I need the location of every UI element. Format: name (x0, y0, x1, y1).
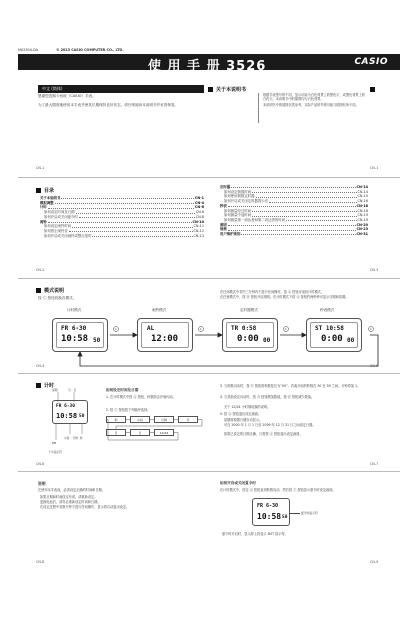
timekeeping-step-4: 4. 当其他设定闪动时，按 Ⓓ 按钮增加数值，按 Ⓑ 按钮减少数值。 (220, 395, 315, 399)
toc-entry-label: 如何测量经过时间 (224, 208, 252, 213)
watch-top-row: AL (147, 325, 155, 332)
toc-leader-dots (252, 213, 356, 216)
timekeeping-title-text: 计时 (44, 383, 55, 389)
page-divider (18, 373, 400, 374)
page-number: CN-6 (36, 462, 45, 466)
dst-title: 如何开启或关闭夏令时 (220, 481, 256, 485)
sequence-step: 分钟 (154, 416, 174, 423)
modes-right-bullet-1: 在任何模式中若约三分钟内不进行任何操作，按 Ⓐ 按钮可返回计时模式。 (220, 290, 325, 294)
page-number: CN-1 (370, 166, 379, 170)
about-title-text: 关于本说明书 (216, 87, 247, 93)
label-pm: PM (52, 441, 57, 445)
watch-top-row: TR 0:58 (231, 325, 257, 332)
toc-entry[interactable] (220, 232, 368, 237)
toc-entry-page: CN-1 (194, 196, 204, 200)
toc-entry-label: 如何开启或关闭闹铃或整点报时 (44, 233, 92, 238)
button-c-label: C (284, 327, 287, 331)
manual-title: 使 用 手 册 3526 (148, 59, 267, 74)
watch-seconds: 00 (263, 337, 271, 344)
about-title (214, 86, 246, 93)
toc-leader-dots (76, 210, 195, 213)
toc-entry-label: 规格 (220, 227, 227, 232)
section-marker-icon (208, 87, 213, 92)
dst-indicator-line (290, 513, 300, 514)
toc-leader-dots (48, 205, 194, 208)
watch-top-row: FR 6-30 (61, 325, 87, 332)
label-seconds: 秒 (80, 436, 83, 440)
toc-entry-page: CN-18 (357, 208, 368, 213)
modes-title (36, 287, 64, 294)
toc-leader-dots (228, 227, 356, 230)
page-number: CN-4 (36, 364, 45, 368)
toc-entry-page: CN-19 (357, 217, 368, 222)
page-number: CN-9 (370, 560, 379, 564)
toc-entry-label: 照明 (220, 222, 227, 227)
section-marker-right-icon (370, 87, 375, 92)
sequence-step: 秒 (106, 416, 126, 423)
copyright: © 2023 CASIO COMPUTER CO., LTD. (56, 48, 124, 52)
intro-line-1: 感谢您选购卡西欧（CASIO）手表。 (38, 94, 96, 98)
timekeeping-bullet-2: 星期将根据日期自动显示。 (224, 418, 263, 422)
pm-indicator-caption: 下午指示符 (48, 450, 62, 454)
button-c-label: C (114, 327, 117, 331)
notes-title: 说明 (38, 481, 46, 486)
toc-entry-label: 用户维护须知 (220, 232, 241, 237)
toc-leader-dots (286, 218, 357, 221)
toc-leader-dots (269, 199, 356, 202)
set-time-step-1: 1. 在计时模式中按 Ⓐ 按钮，秒数即会开始闪动。 (106, 395, 176, 399)
setting-sequence (106, 416, 206, 446)
label-hour-minute: 小时 : 分钟 (64, 436, 78, 440)
sequence-step: 年 (178, 416, 198, 423)
toc-right-list (220, 185, 368, 237)
modes-right-bullet-2: 在任意模式中，按 Ⓑ 按钮开启照明。在计时模式下按 Ⓐ 按钮约两秒钟可显示日期和星期。 (220, 295, 349, 299)
toc-entry-label: 模拟调整 (40, 200, 54, 205)
toc-entry[interactable] (40, 234, 204, 239)
toc-entry-label: 闹铃 (40, 219, 47, 224)
toc-entry-page: CN-16 (357, 199, 368, 204)
toc-entry-label: 关于本说明书 (40, 196, 61, 200)
toc-left-list (40, 196, 204, 238)
sequence-step: 月 (106, 429, 126, 436)
modes-bullet: 按 Ⓒ 按钮切换各模式。 (38, 296, 77, 300)
timekeeping-step-3: 3. 当秒数闪动时，按 Ⓓ 按钮将秒数复位为“00”。若离开前的秒数在 30 至 59 之间，分钟将加 1。 (220, 384, 361, 388)
toc-entry-label: 定时器 (220, 185, 231, 189)
mode-label-timer: 定时器模式 (240, 308, 258, 312)
toc-leader-dots (92, 234, 192, 237)
page-divider (18, 177, 400, 178)
toc-entry-label: 计时 (40, 205, 47, 210)
timekeeping-bullet-3: 可在 2000 年 1 月 1 日至 2099 年 12 月 31 日之间设定日期。 (224, 423, 316, 427)
watch-seconds: 00 (347, 337, 355, 344)
set-time-subtitle: 如何设定时间及日期 (106, 388, 139, 392)
page-number: CN-2 (36, 268, 45, 272)
timekeeping-bullet-1: 关于 12/24 小时制切换的说明。 (224, 405, 271, 409)
page-divider (18, 471, 400, 472)
notes-text: 在使用本手表前，必须设定正确的时间和日期。 (38, 488, 105, 492)
toc-entry-label: 如何设定倒数时间 (224, 189, 252, 194)
toc-leader-dots (69, 229, 193, 232)
page-number: CN-3 (370, 268, 379, 272)
document-code: MA2304-DA (18, 48, 38, 52)
toc-entry-page: CN-15 (357, 194, 368, 199)
watch-seconds: 50 (93, 337, 101, 344)
toc-entry-page: CN-8 (195, 214, 204, 219)
toc-entry-label: 如何开启或关闭定时器提示音 (224, 199, 269, 204)
button-c-label: C (199, 327, 202, 331)
watch-seconds: 50 (79, 414, 85, 419)
watch-main-time: 10:58 (56, 412, 78, 420)
toc-entry-page: CN-6 (194, 205, 204, 210)
toc-entry-label: 秒表 (220, 203, 227, 208)
toc-entry-page: CN-20 (356, 222, 368, 227)
intro-line-2: 为了最大限度地使用本手表并使其长期保持良好状态，请仔细阅读本说明书并妥善保管。 (38, 103, 179, 107)
toc-title (36, 187, 54, 194)
title-bar (18, 54, 400, 74)
toc-leader-dots (72, 224, 192, 227)
toc-entry-page: CN-4 (194, 200, 204, 205)
toc-leader-dots (252, 190, 356, 193)
section-marker-icon (36, 188, 41, 193)
toc-entry-page: CN-10 (192, 219, 204, 224)
notes-bullet-2: 更换电池后，请务必重新设定时间和日期。 (40, 500, 101, 504)
watch-seconds: 50 (282, 515, 288, 520)
about-bullet-2: 本说明书中的插图仅供参考，实际产品的外观可能与插图有所不同。 (263, 102, 359, 107)
sequence-step: 12/24 (154, 429, 174, 436)
toc-entry-label: 如何设定时间及日期 (44, 210, 75, 215)
about-box (258, 93, 366, 123)
toc-leader-dots (228, 204, 356, 207)
watch-top-row: FR 6-30 (257, 503, 279, 509)
label-month-day: 月 - 日 (68, 388, 77, 392)
watch-main-time: 10:58 (61, 334, 89, 344)
language-label: 中文 (简体) (38, 85, 204, 93)
dst-bullet: 夏令时开启时，显示屏上将显示 DST 指示符。 (222, 532, 288, 536)
toc-entry-label: 如何测量第一到达者和第二到达者的时间 (224, 217, 286, 222)
toc-entry-label: 如何开启或关闭夏令时 (44, 214, 78, 219)
toc-entry-label: 如何设定闹铃时间 (44, 224, 72, 229)
toc-entry-page: CN-14 (357, 189, 368, 194)
casio-logo: CASIO (354, 57, 388, 67)
watch-main-time: 0:00 (321, 334, 343, 344)
toc-entry-label: 如何测量中途时间 (224, 213, 252, 218)
mode-label-alarm: 闹铃模式 (152, 308, 167, 312)
sequence-step: 日 (130, 429, 150, 436)
mode-label-timekeeping: 计时模式 (67, 308, 82, 312)
toc-leader-dots (231, 185, 355, 188)
timekeeping-bullet-4: 如果已设定的日期正确，只需按 Ⓐ 按钮退出设定画面。 (224, 432, 303, 436)
modes-title-text: 模式说明 (44, 288, 65, 294)
dst-indicator-caption: 夏令时指示符 (301, 511, 318, 515)
mode-label-stopwatch: 秒表模式 (320, 308, 335, 312)
toc-leader-dots (228, 223, 356, 226)
toc-leader-dots (241, 232, 355, 235)
set-time-step-2: 2. 按 Ⓒ 按钮按下列顺序选择。 (106, 408, 151, 412)
toc-leader-dots (48, 220, 192, 223)
sequence-arrows-icon (106, 416, 206, 446)
toc-entry-page: CN-6 (195, 210, 204, 215)
toc-entry-page: CN-11 (193, 224, 204, 229)
page-number: CN-7 (370, 462, 379, 466)
label-day-of-week: 星期 (52, 388, 58, 392)
page-number: CN-1 (36, 166, 45, 170)
timekeeping-step-5: 5. 按 Ⓐ 按钮退出设定画面。 (220, 412, 262, 416)
toc-entry-page: CN-12 (193, 228, 204, 233)
toc-entry-label: 如何使用倒数定时器 (224, 194, 255, 199)
toc-entry-page: CN-19 (357, 213, 368, 218)
mode-cycle-arrows-icon (0, 300, 420, 380)
watch-display-dst (252, 498, 290, 526)
notes-bullet-1: 如果日期和时间设定有误，请重新设定。 (40, 495, 98, 499)
toc-entry-page: CN-14 (356, 185, 368, 189)
toc-entry-page: CN-31 (356, 232, 368, 237)
toc-leader-dots (55, 201, 194, 204)
page-number: CN-8 (36, 560, 45, 564)
toc-leader-dots (61, 196, 194, 199)
section-marker-icon (36, 288, 41, 293)
dst-text: 在计时模式中，按住 Ⓐ 按钮直到秒数闪动，然后按 Ⓒ 按钮显示夏令时设定画面。 (220, 488, 336, 492)
about-bullet-1: 根据手表型号的不同，显示可能为白色背景上的黑色字，或黑色背景上的白色字。本说明书中的插图均为白色背景。 (263, 93, 365, 102)
toc-entry-label: 如何停止闹铃音 (44, 228, 68, 233)
button-c-label: C (369, 327, 372, 331)
watch-main-time: 0:00 (237, 334, 259, 344)
page-number: CN-5 (370, 364, 379, 368)
watch-top-row: FR 6-30 (56, 404, 75, 409)
toc-leader-dots (256, 194, 357, 197)
toc-leader-dots (79, 215, 195, 218)
watch-top-row: ST 10:58 (315, 325, 344, 332)
toc-entry-page: CN-18 (356, 203, 368, 208)
toc-title-text: 目录 (44, 188, 55, 194)
notes-bullet-3: 在设定过程中若数分钟不进行任何操作，显示将自动退出设定。 (40, 505, 130, 509)
watch-main-time: 10:58 (257, 512, 282, 521)
sequence-step: 小时 (130, 416, 150, 423)
toc-entry-page: CN-13 (193, 233, 204, 238)
toc-leader-dots (252, 209, 356, 212)
toc-entry-page: CN-23 (356, 227, 368, 232)
page-divider (18, 278, 400, 279)
watch-main-time: 12:00 (151, 334, 179, 344)
